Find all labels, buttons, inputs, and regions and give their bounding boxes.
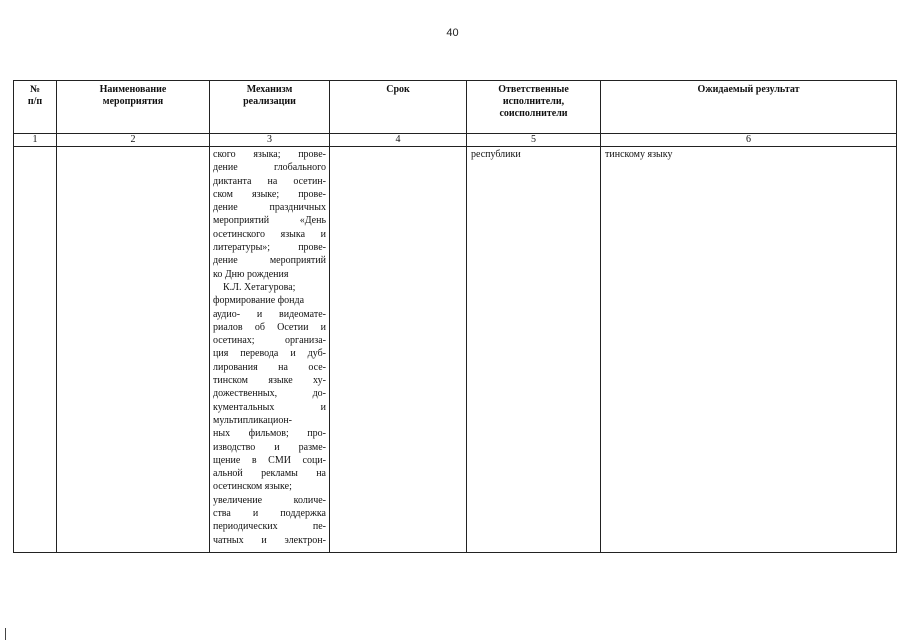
mechanism-line: формирование фонда bbox=[213, 295, 305, 307]
cell-mechanism bbox=[210, 147, 330, 553]
header-event-name: Наименование мероприятия bbox=[57, 81, 210, 134]
mechanism-line: дожественных, до- bbox=[213, 388, 326, 400]
cell-expected-result bbox=[601, 147, 897, 553]
column-number: 2 bbox=[57, 134, 210, 147]
header-executors: Ответственные исполнители, соисполнители bbox=[467, 81, 601, 134]
cell-number bbox=[14, 147, 57, 553]
mechanism-line: мероприятий «День bbox=[213, 215, 326, 227]
plan-table bbox=[13, 80, 897, 553]
mechanism-line: изводство и разме- bbox=[213, 441, 326, 453]
cell-deadline bbox=[330, 147, 467, 553]
cell-executors bbox=[467, 147, 601, 553]
page-number: 40 bbox=[446, 27, 459, 39]
column-number: 3 bbox=[210, 134, 330, 147]
mechanism-line: ского языка; прове- bbox=[213, 149, 326, 160]
expected-result-text: тинскому языку bbox=[605, 149, 673, 160]
column-number: 6 bbox=[601, 134, 897, 147]
column-number: 1 bbox=[14, 134, 57, 147]
header-expected-result: Ожидаемый результат bbox=[601, 81, 897, 134]
mechanism-line: аудио- и видеомате- bbox=[213, 308, 326, 320]
column-number-row bbox=[14, 134, 897, 147]
cell-event-name bbox=[57, 147, 210, 553]
table-row bbox=[14, 147, 897, 553]
mechanism-line: кументальных и bbox=[213, 401, 326, 413]
mechanism-line: ных фильмов; про- bbox=[213, 428, 326, 440]
mechanism-line: осетинском языке; bbox=[213, 481, 292, 493]
mechanism-line: литературы»; прове- bbox=[213, 242, 326, 254]
mechanism-line: ко Дню рождения bbox=[213, 268, 289, 280]
header-mechanism: Механизм реализации bbox=[210, 81, 330, 134]
mechanism-line: увеличение количе- bbox=[213, 494, 326, 506]
mechanism-line: ском языке; прове- bbox=[213, 188, 326, 200]
mechanism-line: дение праздничных bbox=[213, 202, 326, 214]
mechanism-line: риалов об Осетии и bbox=[213, 321, 326, 333]
mechanism-line: ства и поддержка bbox=[213, 508, 326, 520]
mechanism-line: ция перевода и дуб- bbox=[213, 348, 326, 360]
mechanism-line: дение мероприятий bbox=[213, 255, 326, 267]
mechanism-line: щение в СМИ соци- bbox=[213, 454, 326, 466]
mechanism-line: мультипликацион- bbox=[213, 414, 293, 426]
column-number: 5 bbox=[467, 134, 601, 147]
executors-text: республики bbox=[471, 149, 521, 160]
mechanism-line: К.Л. Хетагурова; bbox=[223, 281, 296, 293]
mechanism-text bbox=[210, 147, 329, 547]
mechanism-line: альной рекламы на bbox=[213, 468, 326, 480]
mechanism-line: периодических пе- bbox=[213, 521, 326, 533]
mechanism-line: диктанта на осетин- bbox=[213, 175, 326, 187]
mechanism-line: чатных и электрон- bbox=[213, 534, 326, 546]
mechanism-line: дение глобального bbox=[213, 162, 326, 174]
table-header-row bbox=[14, 81, 897, 134]
header-deadline: Срок bbox=[330, 81, 467, 134]
column-number: 4 bbox=[330, 134, 467, 147]
scan-edge-mark bbox=[5, 628, 6, 640]
mechanism-line: лирования на осе- bbox=[213, 361, 326, 373]
mechanism-line: тинском языке ху- bbox=[213, 375, 326, 387]
header-number: № п/п bbox=[14, 81, 57, 134]
mechanism-line: осетинах; организа- bbox=[213, 335, 326, 347]
mechanism-line: осетинского языка и bbox=[213, 228, 326, 240]
